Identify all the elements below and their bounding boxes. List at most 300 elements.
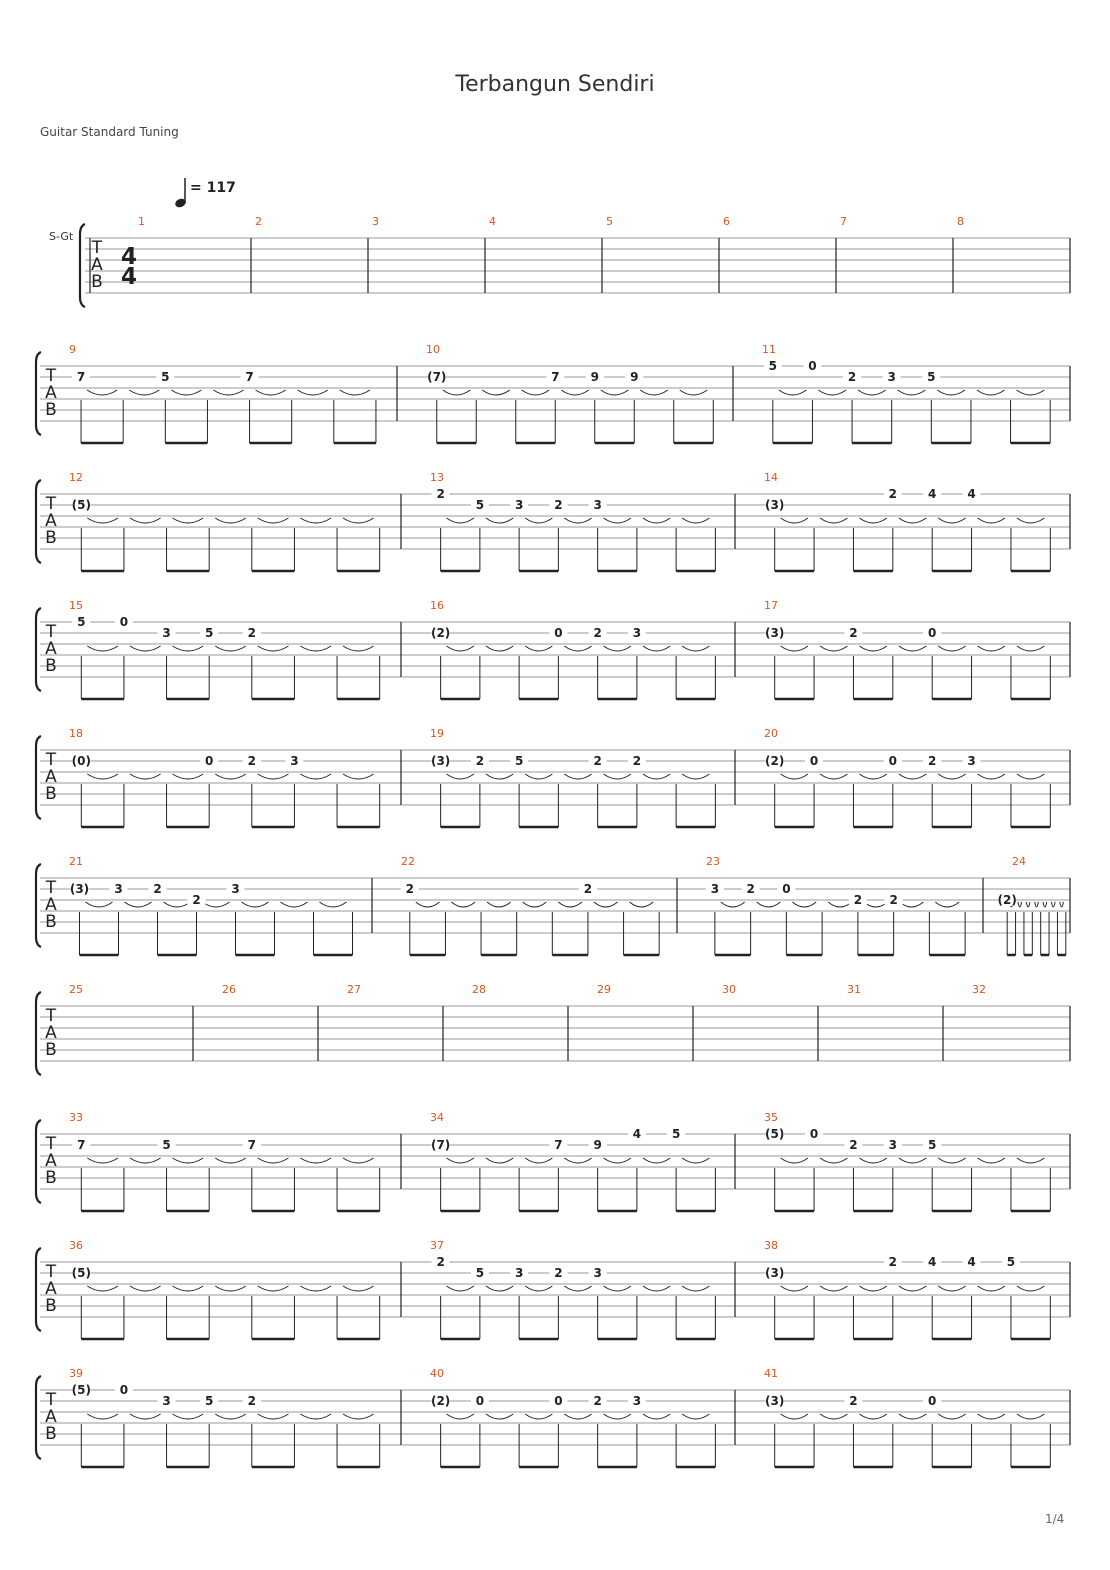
fret-number: 2 (247, 626, 256, 640)
bar-number: 34 (430, 1111, 444, 1124)
bar-number: 32 (972, 983, 986, 996)
tie-arc (978, 1286, 1005, 1291)
tie-arc (343, 646, 374, 651)
tie-arc (525, 774, 552, 779)
tie-arc (757, 902, 781, 907)
tie-arc (173, 774, 204, 779)
tie-arc (604, 1286, 631, 1291)
tie-arc (820, 774, 847, 779)
fret-number: 5 (768, 359, 777, 373)
tie-arc (938, 1158, 965, 1163)
system-bracket (36, 1376, 41, 1459)
tie-arc (978, 646, 1005, 651)
fret-number: (2) (765, 754, 785, 768)
tie-arc (258, 1414, 289, 1419)
fret-number: 4 (632, 1127, 642, 1141)
tie-arc (818, 390, 846, 395)
tie-arc (604, 1158, 631, 1163)
fret-number: 2 (554, 1266, 563, 1280)
tab-clef-letter: T (45, 366, 57, 386)
tab-clef-letter: B (45, 656, 57, 676)
tie-arc (820, 646, 847, 651)
fret-number: 9 (593, 1138, 602, 1152)
fret-number: 0 (205, 754, 214, 768)
tie-arc (859, 518, 886, 523)
fret-number: 0 (928, 1394, 937, 1408)
tie-arc (561, 390, 589, 395)
tie-arc (1017, 390, 1045, 395)
tie-arc (486, 646, 513, 651)
tie-arc (630, 902, 654, 907)
bar-number: 14 (764, 471, 778, 484)
fret-number: 3 (290, 754, 299, 768)
tab-clef-letter: A (45, 511, 57, 531)
tie-arc (242, 902, 269, 907)
tie-arc (643, 774, 670, 779)
tie-arc (594, 902, 618, 907)
tie-arc (604, 774, 631, 779)
fret-number: 4 (928, 487, 937, 501)
fret-number: 3 (593, 1266, 602, 1280)
tie-arc (173, 518, 204, 523)
tie-arc (87, 1158, 118, 1163)
tab-clef-letter: B (45, 912, 57, 932)
tie-arc (899, 774, 926, 779)
tie-arc (859, 646, 886, 651)
tie-arc (601, 390, 629, 395)
tie-arc (898, 390, 926, 395)
tie-arc (258, 1286, 289, 1291)
tie-arc (1043, 902, 1047, 907)
fret-number: 2 (475, 754, 485, 768)
fret-number: 5 (205, 626, 214, 640)
tie-arc (447, 1414, 474, 1419)
fret-number: 9 (630, 370, 639, 384)
bar-number: 28 (472, 983, 486, 996)
tie-arc (682, 1414, 709, 1419)
tie-arc (820, 518, 847, 523)
fret-number: 5 (475, 1266, 485, 1280)
fret-number: 3 (710, 882, 720, 896)
tie-arc (300, 518, 331, 523)
system-bracket (36, 608, 41, 691)
tie-arc (486, 774, 513, 779)
fret-number: 5 (671, 1127, 681, 1141)
tie-arc (130, 646, 161, 651)
tab-clef-letter: T (45, 622, 57, 642)
tab-clef-letter: T (45, 1262, 57, 1282)
tie-arc (525, 646, 552, 651)
fret-number: (5) (765, 1127, 785, 1141)
tie-arc (1017, 1286, 1044, 1291)
fret-number: 5 (161, 370, 170, 384)
tie-arc (320, 902, 347, 907)
tie-arc (721, 902, 745, 907)
fret-number: 4 (967, 487, 976, 501)
tie-arc (564, 1414, 591, 1419)
fret-number: (5) (71, 498, 91, 512)
tie-arc (300, 1158, 331, 1163)
tie-arc (343, 774, 374, 779)
bar-number: 22 (401, 855, 415, 868)
system-bracket (36, 480, 41, 563)
tab-clef-letter: B (45, 784, 57, 804)
tie-arc (525, 518, 552, 523)
tie-arc (451, 902, 475, 907)
fret-number: (7) (430, 1138, 451, 1152)
bar-number: 1 (138, 215, 145, 228)
fret-number: (2) (430, 1394, 451, 1408)
system-bracket (36, 864, 41, 947)
fret-number: 3 (162, 626, 171, 640)
tie-arc (564, 1158, 591, 1163)
tie-arc (522, 390, 550, 395)
fret-number: 2 (746, 882, 755, 896)
tie-arc (256, 390, 286, 395)
tie-arc (215, 1158, 246, 1163)
tie-arc (300, 1286, 331, 1291)
fret-number: 3 (593, 498, 602, 512)
tie-arc (899, 646, 926, 651)
fret-number: (3) (765, 1266, 785, 1280)
fret-number: 3 (231, 882, 240, 896)
fret-number: 0 (808, 359, 817, 373)
song-title: Terbangun Sendiri (455, 72, 655, 97)
tie-arc (130, 1286, 161, 1291)
tie-arc (899, 1286, 926, 1291)
fret-number: 3 (888, 1138, 897, 1152)
tie-arc (682, 1286, 709, 1291)
fret-number: 0 (554, 1394, 563, 1408)
tie-arc (173, 1158, 204, 1163)
tab-clef-letter: A (45, 1151, 57, 1171)
bar-number: 11 (762, 343, 776, 356)
tie-arc (525, 1414, 552, 1419)
fret-number: 2 (888, 487, 897, 501)
fret-number: 2 (849, 1138, 858, 1152)
tab-clef-letter: T (45, 1006, 57, 1026)
fret-number: 0 (809, 754, 819, 768)
tie-arc (447, 1158, 474, 1163)
bar-number: 15 (69, 599, 83, 612)
bar-number: 27 (347, 983, 361, 996)
tie-arc (215, 1286, 246, 1291)
fret-number: 7 (554, 1138, 563, 1152)
fret-number: 9 (590, 370, 599, 384)
tab-clef-letter: T (45, 1134, 57, 1154)
fret-number: (5) (71, 1383, 91, 1397)
fret-number: 2 (192, 893, 201, 907)
tie-arc (1018, 902, 1022, 907)
bar-number: 16 (430, 599, 444, 612)
tie-arc (258, 774, 289, 779)
tie-arc (173, 1286, 204, 1291)
tie-arc (486, 1286, 513, 1291)
tie-arc (1060, 902, 1064, 907)
bar-number: 18 (69, 727, 83, 740)
tie-arc (130, 774, 161, 779)
tie-arc (864, 902, 888, 907)
bar-number: 13 (430, 471, 444, 484)
tie-arc (87, 1414, 118, 1419)
bar-number: 35 (764, 1111, 778, 1124)
tie-arc (86, 902, 113, 907)
tie-arc (258, 646, 289, 651)
tie-arc (447, 518, 474, 523)
tie-arc (213, 390, 243, 395)
tie-arc (258, 518, 289, 523)
track-label: S-Gt (49, 230, 74, 243)
tie-arc (1017, 518, 1044, 523)
fret-number: 7 (551, 370, 560, 384)
fret-number: 2 (554, 498, 563, 512)
fret-number: 5 (77, 615, 86, 629)
tab-clef-letter: A (45, 1023, 57, 1043)
bar-number: 24 (1012, 855, 1026, 868)
fret-number: 2 (888, 1255, 897, 1269)
fret-number: 5 (162, 1138, 171, 1152)
tab-clef-letter: B (45, 1168, 57, 1188)
tie-arc (938, 518, 965, 523)
tab-clef-letter: B (45, 1296, 57, 1316)
tie-arc (343, 1158, 374, 1163)
bar-number: 3 (372, 215, 379, 228)
bar-number: 6 (723, 215, 730, 228)
fret-number: 0 (809, 1127, 819, 1141)
tie-arc (416, 902, 440, 907)
tie-arc (899, 1158, 926, 1163)
fret-number: (0) (71, 754, 91, 768)
tie-arc (938, 774, 965, 779)
tie-arc (525, 1158, 552, 1163)
fret-number: 0 (475, 1394, 485, 1408)
tie-arc (482, 390, 510, 395)
tab-clef-letter: A (45, 383, 57, 403)
tab-clef-letter: B (45, 400, 57, 420)
tab-clef-letter: A (91, 255, 103, 275)
bar-number: 2 (255, 215, 262, 228)
tie-arc (343, 518, 374, 523)
tie-arc (1017, 774, 1044, 779)
tie-arc (781, 1414, 808, 1419)
tie-arc (781, 1158, 808, 1163)
tab-clef-letter: B (45, 1424, 57, 1444)
tab-clef-letter: A (45, 767, 57, 787)
tie-arc (564, 646, 591, 651)
fret-number: 2 (849, 626, 858, 640)
tab-clef-letter: A (45, 895, 57, 915)
tab-clef-letter: B (91, 272, 103, 292)
tie-arc (443, 390, 471, 395)
fret-number: 2 (405, 882, 414, 896)
tie-arc (899, 518, 926, 523)
tab-clef-letter: T (45, 494, 57, 514)
fret-number: 0 (119, 615, 129, 629)
tie-arc (564, 1286, 591, 1291)
tie-arc (215, 1414, 246, 1419)
tab-clef-letter: B (45, 528, 57, 548)
tie-arc (343, 1286, 374, 1291)
tie-arc (977, 390, 1005, 395)
fret-number: (3) (69, 882, 90, 896)
bar-number: 12 (69, 471, 83, 484)
tab-clef-letter: B (45, 1040, 57, 1060)
tie-arc (164, 902, 191, 907)
bar-number: 20 (764, 727, 778, 740)
tie-arc (215, 646, 246, 651)
tie-arc (978, 1414, 1005, 1419)
tie-arc (858, 390, 886, 395)
tie-arc (87, 646, 118, 651)
tie-arc (938, 1414, 965, 1419)
tie-arc (859, 1158, 886, 1163)
tie-arc (820, 1286, 847, 1291)
tie-arc (820, 1158, 847, 1163)
fret-number: 2 (632, 754, 642, 768)
fret-number: 0 (119, 1383, 129, 1397)
tie-arc (604, 1414, 631, 1419)
bar-number: 23 (706, 855, 720, 868)
bar-number: 7 (840, 215, 847, 228)
tie-arc (643, 646, 670, 651)
system-bracket (36, 1248, 41, 1331)
fret-number: 2 (593, 626, 602, 640)
time-signature-numerator: 4 (120, 244, 138, 270)
tie-arc (779, 390, 807, 395)
tie-arc (173, 646, 204, 651)
tab-clef-letter: T (45, 750, 57, 770)
tie-arc (87, 518, 118, 523)
tie-arc (643, 1414, 670, 1419)
tie-arc (828, 902, 852, 907)
tie-arc (604, 646, 631, 651)
tab-clef-letter: T (45, 878, 57, 898)
tie-arc (643, 1158, 670, 1163)
fret-number: 2 (593, 1394, 602, 1408)
tie-arc (129, 390, 159, 395)
tie-arc (486, 518, 513, 523)
fret-number: 0 (928, 626, 937, 640)
fret-number: 2 (436, 487, 445, 501)
bar-number: 37 (430, 1239, 444, 1252)
fret-number: 5 (1006, 1255, 1016, 1269)
tie-arc (682, 518, 709, 523)
tie-arc (682, 1158, 709, 1163)
fret-number: 5 (514, 754, 524, 768)
tab-clef-letter: T (91, 238, 103, 258)
bar-number: 33 (69, 1111, 83, 1124)
tie-arc (281, 902, 308, 907)
tie-arc (525, 1286, 552, 1291)
tie-arc (680, 390, 708, 395)
bar-number: 17 (764, 599, 778, 612)
bar-number: 25 (69, 983, 83, 996)
tie-arc (1017, 1158, 1044, 1163)
tie-arc (792, 902, 816, 907)
bar-number: 40 (430, 1367, 444, 1380)
tie-arc (682, 774, 709, 779)
fret-number: 7 (77, 1138, 86, 1152)
fret-number: 3 (514, 498, 524, 512)
fret-number: 2 (436, 1255, 445, 1269)
tie-arc (486, 1414, 513, 1419)
tie-arc (340, 390, 370, 395)
tie-arc (258, 1158, 289, 1163)
fret-number: 0 (554, 626, 563, 640)
tie-arc (1026, 902, 1030, 907)
tie-arc (935, 902, 959, 907)
tie-arc (781, 646, 808, 651)
fret-number: (3) (765, 1394, 785, 1408)
tie-arc (859, 774, 886, 779)
fret-number: (2) (430, 626, 451, 640)
tie-arc (300, 1414, 331, 1419)
tie-arc (781, 518, 808, 523)
tie-arc (938, 1286, 965, 1291)
tie-arc (643, 1286, 670, 1291)
fret-number: 5 (475, 498, 485, 512)
bar-number: 30 (722, 983, 736, 996)
bar-number: 26 (222, 983, 236, 996)
tie-arc (447, 774, 474, 779)
bar-number: 21 (69, 855, 83, 868)
fret-number: 3 (632, 626, 642, 640)
bar-number: 5 (606, 215, 613, 228)
fret-number: 7 (247, 1138, 256, 1152)
tie-arc (820, 1414, 847, 1419)
tie-arc (173, 1414, 204, 1419)
tie-arc (125, 902, 152, 907)
bar-number: 4 (489, 215, 496, 228)
tab-clef-letter: A (45, 1279, 57, 1299)
tie-arc (447, 646, 474, 651)
tie-arc (938, 646, 965, 651)
tie-arc (298, 390, 328, 395)
tie-arc (978, 518, 1005, 523)
fret-number: 2 (247, 754, 256, 768)
tie-arc (1051, 902, 1055, 907)
fret-number: (2) (997, 893, 1017, 907)
fret-number: 3 (967, 754, 976, 768)
fret-number: 3 (162, 1394, 171, 1408)
tuning-label: Guitar Standard Tuning (40, 125, 179, 139)
system-bracket (36, 736, 41, 819)
tie-arc (682, 646, 709, 651)
tie-arc (643, 518, 670, 523)
tie-arc (300, 646, 331, 651)
time-signature-denominator: 4 (120, 264, 138, 290)
bar-number: 8 (957, 215, 964, 228)
bar-number: 31 (847, 983, 861, 996)
tie-arc (564, 518, 591, 523)
fret-number: (3) (765, 626, 785, 640)
tab-clef-letter: A (45, 639, 57, 659)
tie-arc (859, 1286, 886, 1291)
tie-arc (859, 1414, 886, 1419)
system-bracket (36, 352, 41, 435)
fret-number: (5) (71, 1266, 91, 1280)
tie-arc (130, 1158, 161, 1163)
fret-number: 3 (887, 370, 896, 384)
tie-arc (781, 774, 808, 779)
tie-arc (130, 518, 161, 523)
fret-number: 7 (245, 370, 254, 384)
fret-number: 2 (849, 1394, 858, 1408)
bar-number: 41 (764, 1367, 778, 1380)
fret-number: (7) (427, 370, 447, 384)
system-bracket (36, 1120, 41, 1203)
fret-number: 0 (782, 882, 791, 896)
